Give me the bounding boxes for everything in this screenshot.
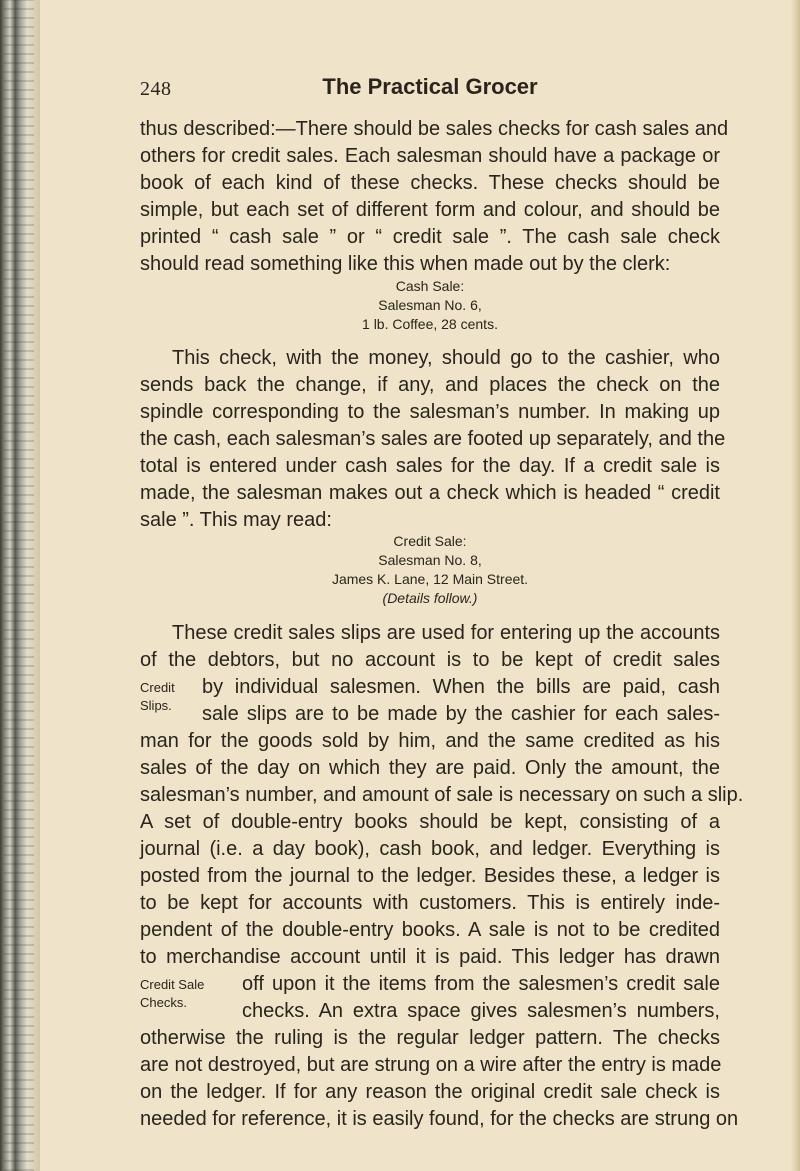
page-header xyxy=(140,74,720,106)
example-line: Salesman No. 8, xyxy=(378,552,482,568)
text-line: These credit sales slips are used for entering up the accounts xyxy=(172,622,720,644)
text-line: the cash, each salesman’s sales are footed up separately, and the xyxy=(140,428,726,450)
book-binding-edge xyxy=(0,0,40,1171)
text-line: sale slips are to be made by the cashier for each sales- xyxy=(202,703,720,725)
example-line: 1 lb. Coffee, 28 cents. xyxy=(362,316,498,332)
page-number: 248 xyxy=(140,78,172,100)
text-line: total is entered under cash sales for the day. If a credit sale is xyxy=(140,455,720,477)
sidenote-line: Credit Sale xyxy=(140,977,205,992)
text-line: to be kept for accounts with customers. This is entirely inde- xyxy=(140,892,720,914)
text-line: A set of double-entry books should be kept, consisting of a xyxy=(140,811,720,833)
example-line: James K. Lane, 12 Main Street. xyxy=(331,571,529,587)
text-line: others for credit sales. Each salesman should have a package or xyxy=(140,145,720,167)
sidenote-credit-slips xyxy=(140,679,175,715)
sidenote-line: Credit xyxy=(140,680,175,695)
text-line: salesman’s number, and amount of sale is necessary on such a slip. xyxy=(140,784,744,806)
text-line: sends back the change, if any, and places the check on the xyxy=(140,374,720,396)
text-line: of the debtors, but no account is to be kept of credit sales xyxy=(140,649,720,671)
text-line: sales of the day on which they are paid. Only the amount, the xyxy=(140,757,720,779)
text-line: This check, with the money, should go to the cashier, who xyxy=(172,347,720,369)
paragraph-2 xyxy=(140,345,726,534)
paragraph-1 xyxy=(140,116,729,278)
text-line: made, the salesman makes out a check which is headed “ credit xyxy=(140,482,720,504)
text-line: are not destroyed, but are strung on a wire after the entry is made xyxy=(140,1054,722,1076)
text-line: pendent of the double-entry books. A sale is not to be credited xyxy=(140,919,720,941)
text-line: posted from the journal to the ledger. Besides these, a ledger is xyxy=(140,865,720,887)
text-line: journal (i.e. a day book), cash book, and ledger. Everything is xyxy=(140,838,720,860)
text-line: sale ”. This may read: xyxy=(140,509,332,531)
text-line: book of each kind of these checks. These checks should be xyxy=(140,172,720,194)
text-line: checks. An extra space gives salesmen’s numbers, xyxy=(242,1000,720,1022)
sidenote-credit-sale-checks xyxy=(140,976,204,1012)
text-line: to merchandise account until it is paid. This ledger has drawn xyxy=(140,946,720,968)
page-right-edge xyxy=(790,0,800,1171)
example-line: Cash Sale: xyxy=(395,278,465,294)
example-line: Credit Sale: xyxy=(393,533,467,549)
example-line: Salesman No. 6, xyxy=(378,297,482,313)
text-line: on the ledger. If for any reason the original credit sale check is xyxy=(140,1081,720,1103)
example-line: (Details follow.) xyxy=(382,590,478,606)
text-line: printed “ cash sale ” or “ credit sale ”. The cash sale check xyxy=(140,226,720,248)
cash-sale-example xyxy=(140,277,720,334)
sidenote-line: Slips. xyxy=(140,698,172,713)
text-line: man for the goods sold by him, and the same credited as his xyxy=(140,730,720,752)
sidenote-line: Checks. xyxy=(140,995,187,1010)
paragraph-3 xyxy=(140,620,744,1133)
running-head: The Practical Grocer xyxy=(322,74,538,99)
text-line: otherwise the ruling is the regular ledger pattern. The checks xyxy=(140,1027,720,1049)
text-line: should read something like this when made out by the clerk: xyxy=(140,253,671,275)
text-line: thus described:—There should be sales checks for cash sales and xyxy=(140,118,729,140)
text-line: off upon it the items from the salesmen’s credit sale xyxy=(242,973,720,995)
text-line: by individual salesmen. When the bills are paid, cash xyxy=(202,676,720,698)
text-line: spindle corresponding to the salesman’s number. In making up xyxy=(140,401,720,423)
text-line: simple, but each set of different form and colour, and should be xyxy=(140,199,720,221)
text-line: needed for reference, it is easily found, for the checks are strung on xyxy=(140,1108,739,1130)
credit-sale-example xyxy=(140,532,720,608)
